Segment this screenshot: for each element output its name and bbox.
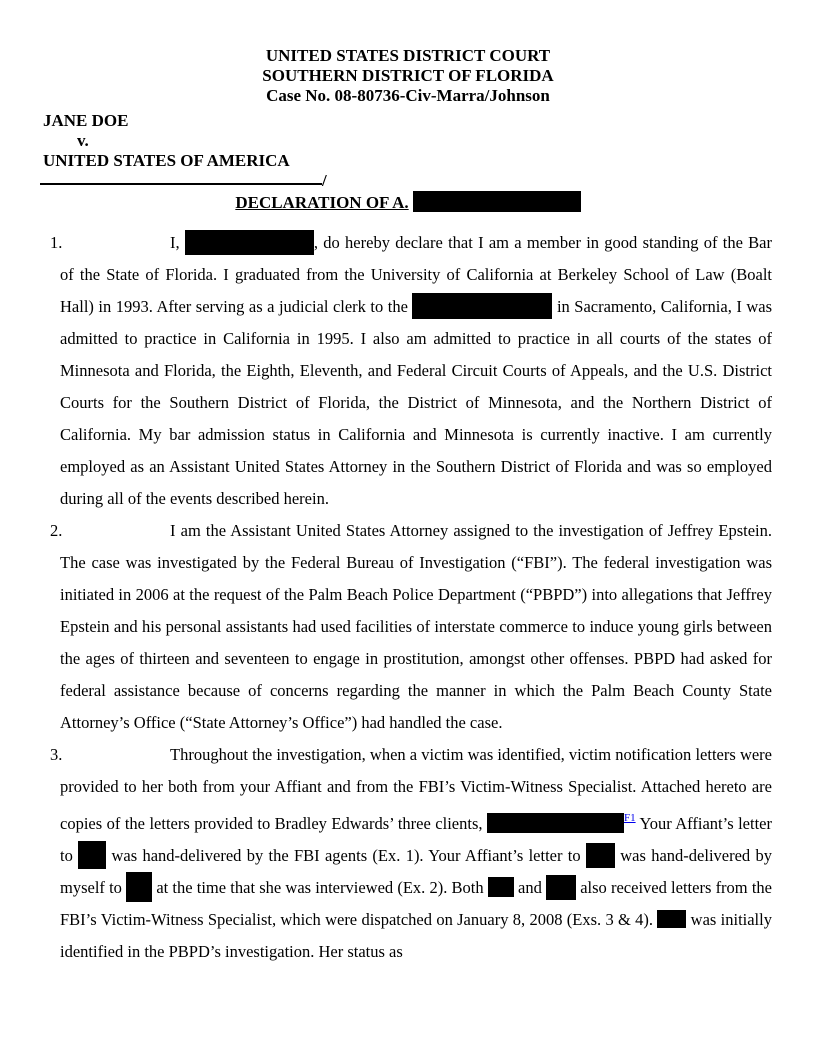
paragraph-number: 3. [50, 745, 63, 764]
paragraph-number: 2. [50, 521, 63, 540]
declaration-paragraph [50, 515, 772, 739]
redaction-box [546, 875, 576, 900]
court-name: UNITED STATES DISTRICT COURT [265, 46, 551, 65]
declaration-paragraph [50, 227, 772, 515]
court-header [0, 0, 816, 106]
versus-label: v. [77, 131, 89, 150]
footnote-link[interactable]: F1 [623, 812, 636, 824]
redaction-box [657, 910, 686, 928]
paragraph-text: Throughout the investigation, when a victim was identified, victim notification letters were provided to her both from your Affiant and from the FBI’s Victim-Witness Specialist. Attached hereto are copies of the letters provided to Bradley Edwards’ three clients, $^{F1}$ Your Affiant’s letter to was hand-delivered by the FBI agents (Ex. 1). Your Affiant’s letter to was hand-delivered by myself to at the time that she was interviewed (Ex. 2). Both and also received letters from the FBI’s Victim-Witness Specialist, which were dispatched on January 8, 2008 (Exs. 3 & 4). was initially identified in the PBPD’s investigation. Her status as [60, 745, 772, 961]
paragraph-text: I, , do hereby declare that I am a member in good standing of the Bar of the State of Florida. I graduated from the University of California at Berkeley School of Law (Boalt Hall) in 1993. After serving as a judicial clerk to the in Sacramento, California, I was admitted to practice in California in 1995. I also am admitted to practice in all courts of the states of Minnesota and Florida, the Eighth, Eleventh, and Federal Circuit Courts of Appeals, and the U.S. District Courts for the Southern District of Florida, the District of Minnesota, and the Northern District of California. My bar admission status in California and Minnesota is currently inactive. I am currently employed as an Assistant United States Attorney in the Southern District of Florida and was so employed during all of the events described herein. [60, 233, 772, 508]
declaration-body [50, 227, 772, 968]
redaction-box [185, 230, 314, 255]
redaction-box [412, 293, 552, 319]
redaction-box [586, 843, 615, 868]
redaction-box [487, 813, 624, 833]
redaction-box [78, 841, 106, 869]
declaration-paragraph [50, 739, 772, 968]
caption-rule-line [40, 171, 816, 190]
redaction-box [413, 191, 581, 212]
caption-slash: / [322, 171, 327, 190]
defendant-name: UNITED STATES OF AMERICA [43, 151, 290, 170]
paragraph-number: 1. [50, 233, 63, 252]
declaration-title: DECLARATION OF A. [235, 193, 409, 212]
paragraph-text: I am the Assistant United States Attorney assigned to the investigation of Jeffrey Epstein. The case was investigated by the Federal Bureau of Investigation (“FBI”). The federal investigation was initiated in 2006 at the request of the Palm Beach Police Department (“PBPD”) into allegations that Jeffrey Epstein and his personal assistants had used facilities of interstate commerce to induce young girls between the ages of thirteen and seventeen to engage in prostitution, amongst other offenses. PBPD had asked for federal assistance because of concerns regarding the manner in which the Palm Beach County State Attorney’s Office (“State Attorney’s Office”) had handled the case. [60, 521, 772, 732]
case-number: Case No. 08-80736-Civ-Marra/Johnson [266, 86, 550, 105]
plaintiff-name: JANE DOE [43, 111, 129, 130]
redaction-box [126, 872, 152, 902]
case-caption [43, 111, 816, 171]
redaction-box [488, 877, 514, 897]
declaration-title-line [0, 191, 816, 215]
caption-rule [40, 171, 322, 185]
court-district: SOUTHERN DISTRICT OF FLORIDA [262, 66, 554, 85]
